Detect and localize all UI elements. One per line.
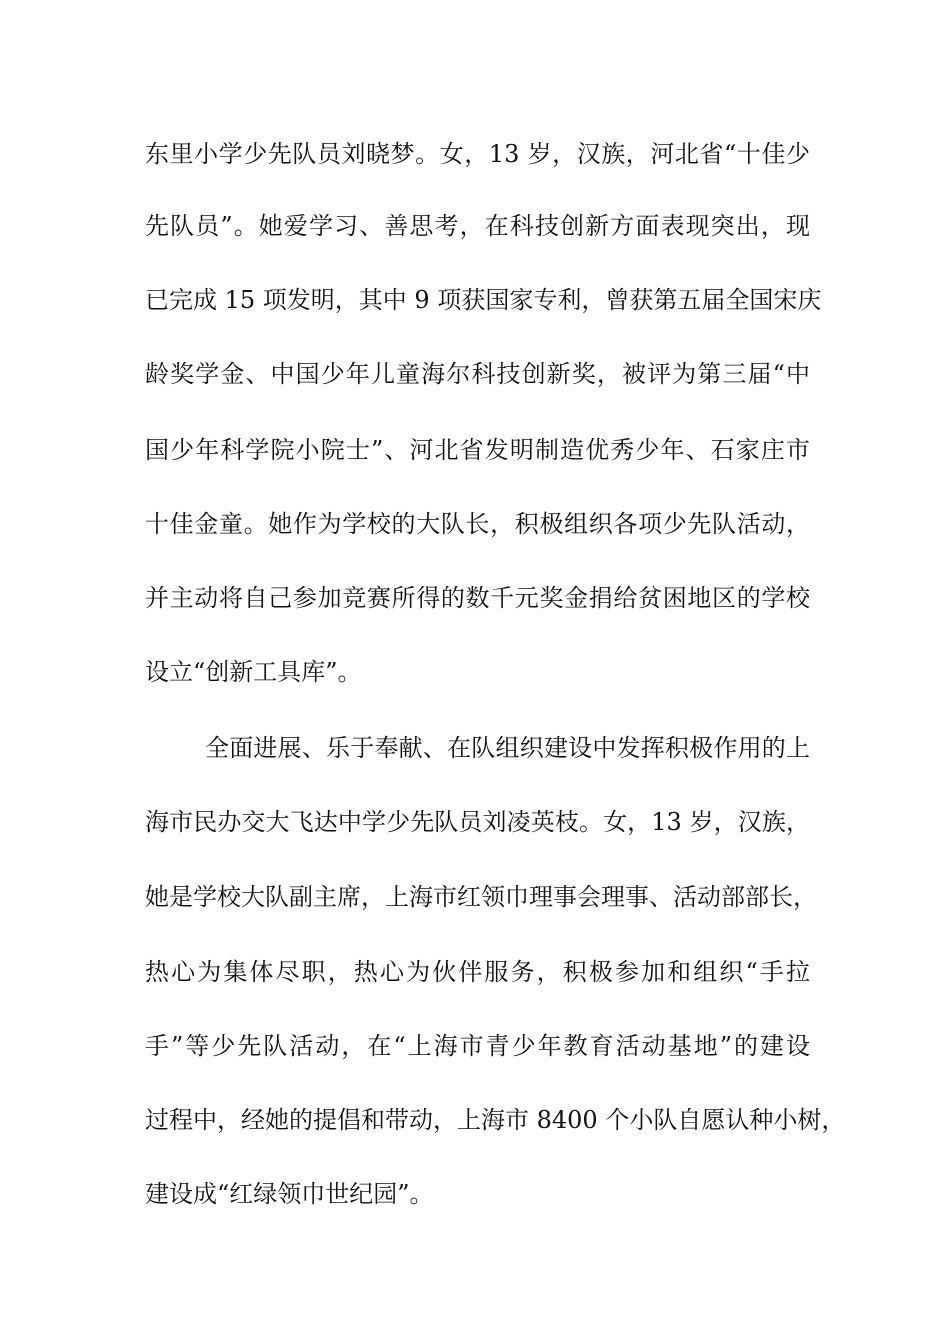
text-line: 龄奖学金、中国少年儿童海尔科技创新奖，被评为第三届“中 <box>145 360 810 388</box>
text-line: 手”等少先队活动，在“上海市青少年教育活动基地”的建设 <box>145 1032 810 1060</box>
text-line: 先队员”。她爱学习、善思考，在科技创新方面表现突出，现 <box>145 212 810 240</box>
text-line: 已完成 15 项发明，其中 9 项获国家专利，曾获第五届全国宋庆 <box>145 286 822 314</box>
text-line: 并主动将自己参加竞赛所得的数千元奖金捐给贫困地区的学校 <box>145 584 810 612</box>
text-line: 全面进展、乐于奉献、在队组织建设中发挥积极作用的上 <box>205 734 810 762</box>
text-line: 过程中，经她的提倡和带动，上海市 8400 个小队自愿认种小树， <box>145 1106 846 1134</box>
text-line: 建设成“红绿领巾世纪园”。 <box>145 1180 434 1208</box>
text-line: 十佳金童。她作为学校的大队长，积极组织各项少先队活动， <box>145 510 810 538</box>
text-line: 设立“创新工具库”。 <box>145 658 362 686</box>
text-line: 热心为集体尽职，热心为伙伴服务，积极参加和组织“手拉 <box>145 958 810 986</box>
text-line: 国少年科学院小院士”、河北省发明制造优秀少年、石家庄市 <box>145 436 810 464</box>
text-line: 东里小学少先队员刘晓梦。女，13 岁，汉族，河北省“十佳少 <box>145 140 810 168</box>
text-line: 她是学校大队副主席，上海市红领巾理事会理事、活动部部长， <box>145 883 817 911</box>
text-line: 海市民办交大飞达中学少先队员刘凌英枝。女，13 岁，汉族， <box>145 808 810 836</box>
